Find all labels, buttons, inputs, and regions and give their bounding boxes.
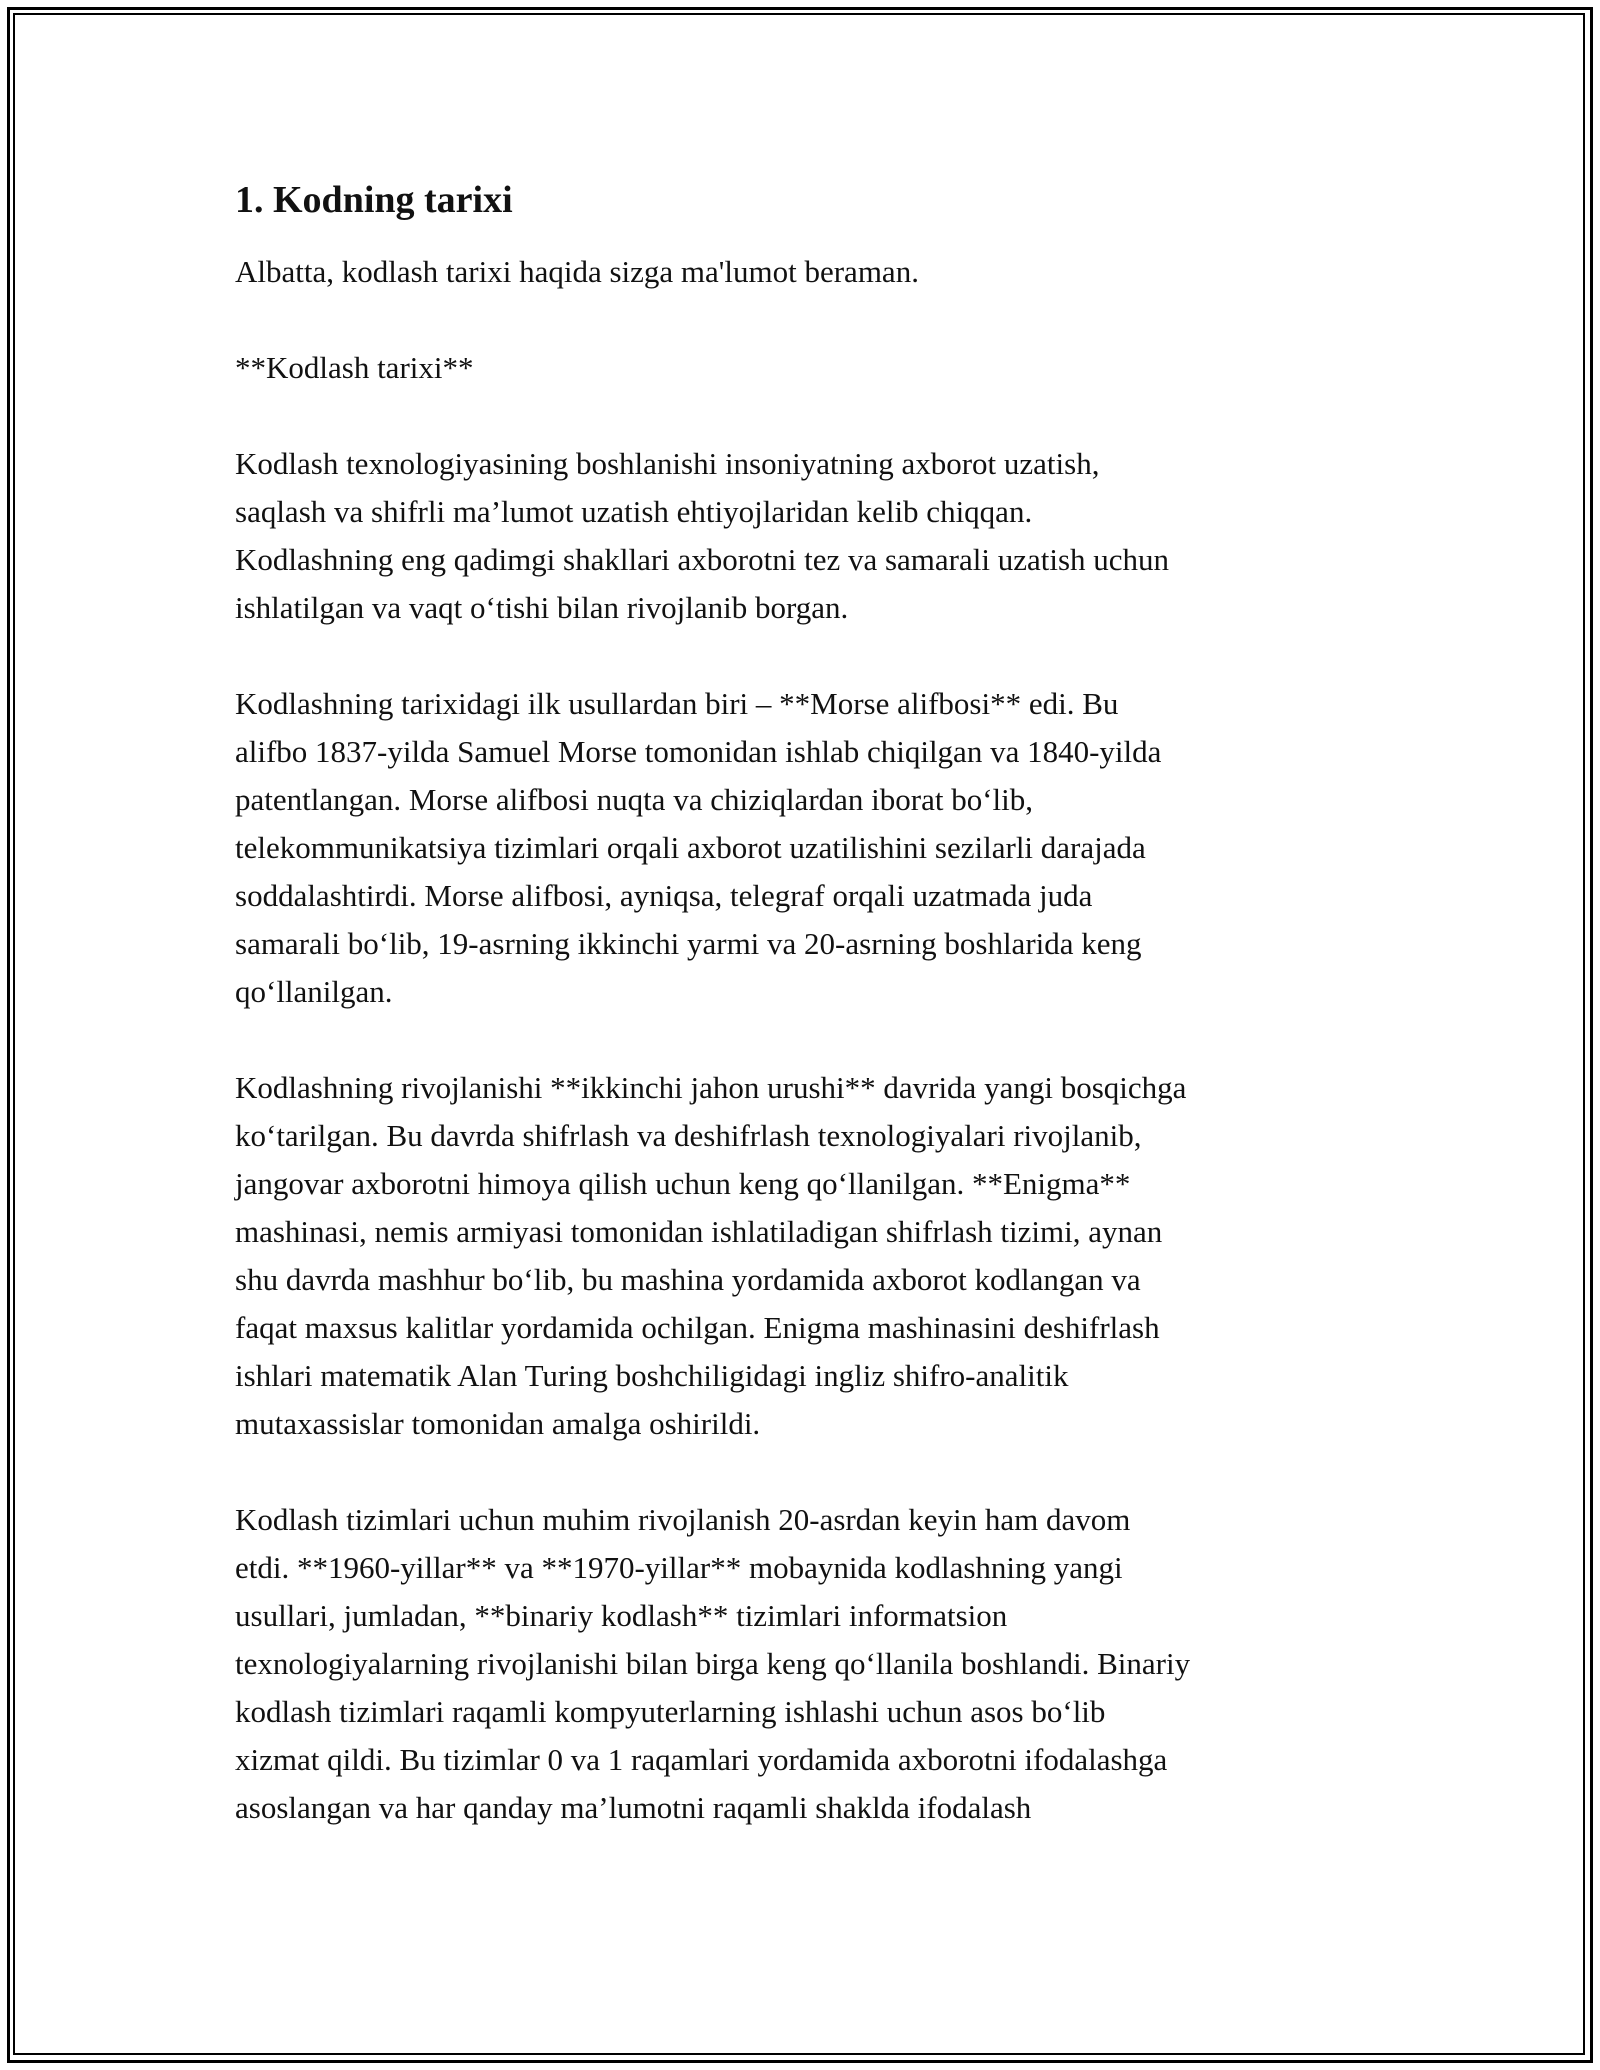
text-line: mutaxassislar tomonidan amalga oshirildi.: [235, 1405, 761, 1441]
paragraph-4: [235, 1496, 1385, 1832]
text-line: faqat maxsus kalitlar yordamida ochilgan. Enigma mashinasini deshifrlash: [235, 1309, 1160, 1345]
paragraph-2: [235, 680, 1385, 1016]
paragraph-spacer: [235, 1448, 1385, 1496]
text-line: Kodlash texnologiyasining boshlanishi insoniyatning axborot uzatish,: [235, 445, 1100, 481]
paragraph-1: [235, 440, 1385, 632]
paragraph-spacer: [235, 392, 1385, 440]
text-line: Kodlashning tarixidagi ilk usullardan biri – **Morse alifbosi** edi. Bu: [235, 685, 1119, 721]
subheading-text: **Kodlash tarixi**: [235, 349, 474, 385]
text-line: Kodlash tizimlari uchun muhim rivojlanish 20-asrdan keyin ham davom: [235, 1501, 1131, 1537]
text-line: jangovar axborotni himoya qilish uchun keng qo‘llanilgan. **Enigma**: [235, 1165, 1131, 1201]
text-line: Kodlashning eng qadimgi shakllari axborotni tez va samarali uzatish uchun: [235, 541, 1170, 577]
paragraph-3: [235, 1064, 1385, 1448]
text-line: saqlash va shifrli ma’lumot uzatish ehtiyojlaridan kelib chiqqan.: [235, 493, 1033, 529]
text-line: soddalashtirdi. Morse alifbosi, ayniqsa, telegraf orqali uzatmada juda: [235, 877, 1093, 913]
text-line: telekommunikatsiya tizimlari orqali axborot uzatilishini sezilarli darajada: [235, 829, 1146, 865]
text-line: ishlari matematik Alan Turing boshchiligidagi ingliz shifro-analitik: [235, 1357, 1069, 1393]
text-line: usullari, jumladan, **binariy kodlash** tizimlari informatsion: [235, 1597, 1008, 1633]
intro-paragraph: Albatta, kodlash tarixi haqida sizga ma'lumot beraman.: [235, 253, 919, 289]
text-line: asoslangan va har qanday ma’lumotni raqamli shaklda ifodalash: [235, 1789, 1032, 1825]
document-body: [235, 178, 1385, 1832]
section-heading: 1. Kodning tarixi: [235, 179, 513, 221]
text-line: ishlatilgan va vaqt o‘tishi bilan rivojlanib borgan.: [235, 589, 849, 625]
text-line: xizmat qildi. Bu tizimlar 0 va 1 raqamlari yordamida axborotni ifodalashga: [235, 1741, 1168, 1777]
text-line: texnologiyalarning rivojlanishi bilan birga keng qo‘llanila boshlandi. Binariy: [235, 1645, 1191, 1681]
text-line: ko‘tarilgan. Bu davrda shifrlash va deshifrlash texnologiyalari rivojlanib,: [235, 1117, 1142, 1153]
text-line: Kodlashning rivojlanishi **ikkinchi jahon urushi** davrida yangi bosqichga: [235, 1069, 1187, 1105]
paragraph-spacer: [235, 296, 1385, 344]
text-line: etdi. **1960-yillar** va **1970-yillar** mobaynida kodlashning yangi: [235, 1549, 1123, 1585]
text-line: samarali bo‘lib, 19-asrning ikkinchi yarmi va 20-asrning boshlarida keng: [235, 925, 1142, 961]
text-line: mashinasi, nemis armiyasi tomonidan ishlatiladigan shifrlash tizimi, aynan: [235, 1213, 1163, 1249]
text-line: qo‘llanilgan.: [235, 973, 393, 1009]
text-line: shu davrda mashhur bo‘lib, bu mashina yordamida axborot kodlangan va: [235, 1261, 1141, 1297]
paragraph-spacer: [235, 1016, 1385, 1064]
text-line: alifbo 1837-yilda Samuel Morse tomonidan ishlab chiqilgan va 1840-yilda: [235, 733, 1162, 769]
text-line: kodlash tizimlari raqamli kompyuterlarning ishlashi uchun asos bo‘lib: [235, 1693, 1106, 1729]
paragraph-spacer: [235, 632, 1385, 680]
text-line: patentlangan. Morse alifbosi nuqta va chiziqlardan iborat bo‘lib,: [235, 781, 1034, 817]
